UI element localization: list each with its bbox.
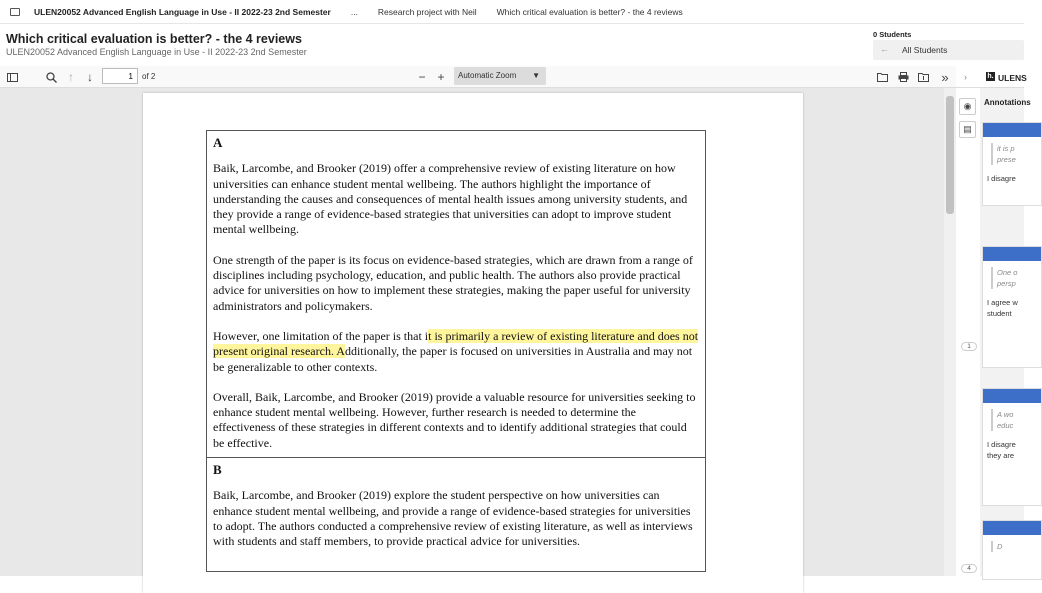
student-count: 0 Students bbox=[873, 30, 912, 39]
student-select-value: All Students bbox=[902, 45, 948, 55]
sidebar-header bbox=[956, 66, 1027, 88]
annotation-note: I agree w student bbox=[987, 298, 1018, 318]
zoom-out-icon[interactable]: − bbox=[418, 70, 426, 84]
print-icon[interactable] bbox=[895, 69, 911, 85]
sidebar-toggle-icon[interactable] bbox=[4, 69, 20, 85]
arrow-down-icon[interactable]: ↓ bbox=[87, 70, 93, 84]
review-section-b bbox=[207, 457, 705, 570]
annotation-count-badge[interactable]: 1 bbox=[961, 342, 977, 351]
page-number-input[interactable] bbox=[102, 68, 138, 84]
highlight-annotation[interactable]: t is primarily a review of existing literature and does not present original research. A bbox=[213, 328, 699, 359]
page-total: of 2 bbox=[142, 72, 156, 81]
double-chevron-right-icon[interactable]: » bbox=[941, 69, 949, 85]
sidebar-brand: ULENS bbox=[998, 73, 1027, 83]
annotation-quote: A wo educ bbox=[991, 409, 1041, 431]
page-subtitle: ULEN20052 Advanced English Language in Use - II 2022-23 2nd Semester bbox=[6, 47, 307, 57]
hypothesis-logo-icon: h. bbox=[987, 73, 994, 80]
annotation-card[interactable] bbox=[982, 388, 1042, 506]
student-select[interactable] bbox=[873, 40, 1024, 60]
page-header bbox=[0, 24, 870, 66]
section-letter: A bbox=[213, 135, 223, 150]
review-section-a bbox=[207, 131, 705, 457]
breadcrumb-course[interactable]: ULEN20052 Advanced English Language in Use - II 2022-23 2nd Semester bbox=[34, 6, 331, 17]
pdf-toolbar bbox=[0, 66, 956, 88]
annotation-note: I disagre they are bbox=[987, 440, 1016, 460]
paragraph: Baik, Larcombe, and Brooker (2019) explore the student perspective on how universities can enhance student mental wellbeing, and provide a range of evidence-based strategies for universities to adopt. The authors conducted a comprehensive review of existing literature, as well as interviews with students and staff members, to provide practical advice for universities. bbox=[213, 488, 693, 549]
note-icon[interactable]: ▤ bbox=[959, 121, 976, 138]
annotations-list[interactable] bbox=[980, 88, 1031, 576]
chevron-down-icon: ▼ bbox=[532, 71, 540, 80]
paragraph: One strength of the paper is its focus on evidence-based strategies, which are drawn from a range of disciplines including psychology, education, and public health. The authors also provide practical advice for universities on how to implement these strategies, making the paper useful for university administrators and policymakers. bbox=[213, 252, 693, 313]
annotation-sidebar bbox=[956, 66, 1031, 576]
breadcrumb bbox=[0, 0, 1024, 24]
review-table bbox=[206, 130, 706, 572]
zoom-in-icon[interactable]: + bbox=[437, 70, 445, 84]
page-title: Which critical evaluation is better? - the 4 reviews bbox=[6, 32, 302, 46]
scrollbar-thumb[interactable] bbox=[946, 96, 954, 214]
zoom-select[interactable] bbox=[454, 67, 546, 85]
annotation-quote: D bbox=[991, 541, 1041, 552]
breadcrumb-project[interactable]: Research project with Neil bbox=[377, 6, 477, 17]
annotations-heading: Annotations bbox=[984, 98, 1031, 107]
breadcrumb-ellipsis[interactable]: ... bbox=[350, 6, 358, 17]
annotation-card[interactable] bbox=[982, 122, 1042, 206]
save-icon[interactable] bbox=[915, 69, 931, 85]
arrow-up-icon[interactable]: ↑ bbox=[68, 70, 74, 84]
annotation-note: I disagre bbox=[987, 174, 1016, 183]
breadcrumb-assignment[interactable]: Which critical evaluation is better? - the 4 reviews bbox=[496, 6, 683, 17]
eye-icon[interactable]: ◉ bbox=[959, 98, 976, 115]
paragraph: Baik, Larcombe, and Brooker (2019) offer a comprehensive review of existing literature on how universities can enhance student mental wellbeing. The authors highlight the importance of understanding the causes and consequences of mental health issues among university students, and they provide a range of evidence-based strategies that universities can adopt to improve student mental wellbeing. bbox=[213, 161, 688, 237]
search-icon[interactable] bbox=[43, 69, 59, 85]
annotation-card-bar bbox=[983, 389, 1041, 403]
arrow-left-icon[interactable]: ← bbox=[880, 44, 889, 54]
annotation-count-badge[interactable]: 4 bbox=[961, 564, 977, 573]
paragraph-highlighted bbox=[213, 329, 699, 375]
section-letter: B bbox=[213, 462, 222, 478]
paragraph: Overall, Baik, Larcombe, and Brooker (2019) provide a valuable resource for universities seeking to enhance student mental wellbeing. However, further research is needed to determine the effectiveness of these strategies in different contexts and to identify additional strategies that could be effective. bbox=[213, 389, 696, 450]
annotation-quote: One o persp bbox=[991, 267, 1041, 289]
text-run: However, one limitation of the paper is that i bbox=[213, 328, 429, 343]
annotation-card-bar bbox=[983, 247, 1041, 261]
open-file-icon[interactable] bbox=[874, 69, 890, 85]
annotation-card[interactable] bbox=[982, 246, 1042, 368]
pdf-viewer[interactable] bbox=[0, 88, 944, 576]
text-run: dditionally, the paper is focused on universities in Australia and may not be generalizable to other contexts. bbox=[213, 344, 693, 374]
annotation-card-bar bbox=[983, 521, 1041, 535]
comment-icon bbox=[10, 8, 20, 16]
annotation-card[interactable] bbox=[982, 520, 1042, 580]
chevron-right-icon[interactable]: › bbox=[964, 72, 967, 82]
annotation-card-bar bbox=[983, 123, 1041, 137]
pdf-page bbox=[143, 93, 803, 593]
annotation-quote: it is p prese bbox=[991, 143, 1041, 165]
zoom-select-value: Automatic Zoom bbox=[458, 71, 517, 80]
students-panel bbox=[870, 24, 1024, 66]
